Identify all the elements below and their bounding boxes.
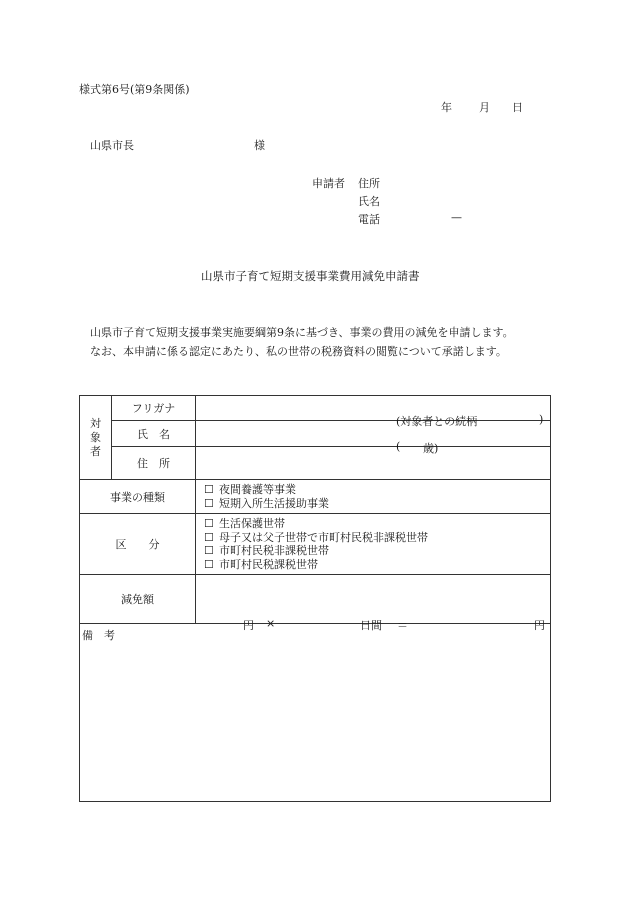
applicant-label: 申請者	[312, 177, 345, 190]
category-option-single-parent[interactable]: ☐ 母子又は父子世帯で市町村民税非課税世帯	[204, 530, 428, 544]
reduction-field[interactable]	[196, 575, 551, 632]
relationship-close: )	[539, 413, 544, 426]
checkbox-icon[interactable]: ☐	[204, 530, 214, 544]
name-label: 氏 名	[112, 421, 196, 447]
document-title: 山県市子育て短期支援事業費用減免申請書	[201, 269, 420, 283]
date-year: 年	[441, 101, 452, 114]
checkbox-icon[interactable]: ☐	[204, 517, 214, 530]
addressee-honorific: 様	[254, 139, 265, 152]
addressee-name: 山県市長	[90, 139, 134, 152]
body-line-1: 山県市子育て短期支援事業実施要綱第9条に基づき、事業の費用の減免を申請します。	[90, 326, 514, 339]
remarks-label: 備 考	[82, 629, 115, 642]
subject-header	[80, 396, 112, 480]
name-field[interactable]	[196, 421, 551, 455]
service-option-night[interactable]: ☐ 夜間養護等事業	[204, 483, 296, 496]
application-form-table	[79, 395, 551, 802]
service-type-label: 事業の種類	[80, 480, 196, 514]
address-field[interactable]	[196, 447, 551, 480]
age-open: (	[396, 439, 401, 453]
relationship-open: (対象者との続柄	[396, 415, 478, 428]
remarks-field[interactable]	[80, 624, 551, 802]
date-day: 日	[512, 101, 523, 114]
checkbox-icon[interactable]: ☐	[204, 496, 214, 510]
subject-char-2: 象	[90, 430, 101, 444]
service-type-options	[196, 480, 551, 514]
checkbox-icon[interactable]: ☐	[204, 544, 214, 557]
applicant-name-label: 氏名	[358, 195, 380, 208]
form-number: 様式第6号(第9条関係)	[79, 83, 190, 96]
category-option-welfare[interactable]: ☐ 生活保護世帯	[204, 517, 285, 530]
applicant-phone-dash: —	[451, 211, 462, 224]
category-option-non-taxable[interactable]: ☐ 市町村民税非課税世帯	[204, 544, 329, 557]
subject-char-3: 者	[90, 444, 101, 458]
checkbox-icon[interactable]: ☐	[204, 557, 214, 571]
body-line-2: なお、本申請に係る認定にあたり、私の世帯の税務資料の閲覧について承諾します。	[90, 345, 507, 358]
category-option-taxable[interactable]: ☐ 市町村民税課税世帯	[204, 557, 318, 571]
applicant-address-label: 住所	[358, 177, 380, 190]
checkbox-icon[interactable]: ☐	[204, 483, 214, 496]
reduction-yen-2: 円	[534, 619, 545, 632]
reduction-times: ×	[266, 617, 276, 630]
applicant-phone-label: 電話	[358, 213, 380, 226]
reduction-yen-1: 円	[243, 619, 254, 632]
age-close: 歳)	[423, 441, 439, 455]
category-label: 区 分	[80, 514, 196, 575]
subject-char-1: 対	[90, 416, 101, 430]
reduction-days: 日間	[360, 619, 382, 632]
furigana-label: フリガナ	[112, 396, 196, 421]
date-month: 月	[479, 101, 490, 114]
furigana-field[interactable]	[196, 396, 551, 428]
service-option-short-stay[interactable]: ☐ 短期入所生活援助事業	[204, 496, 329, 510]
category-options	[196, 514, 551, 575]
reduction-equals: ＝	[397, 619, 408, 632]
address-label: 住 所	[112, 447, 196, 480]
reduction-label: 減免額	[80, 575, 196, 624]
